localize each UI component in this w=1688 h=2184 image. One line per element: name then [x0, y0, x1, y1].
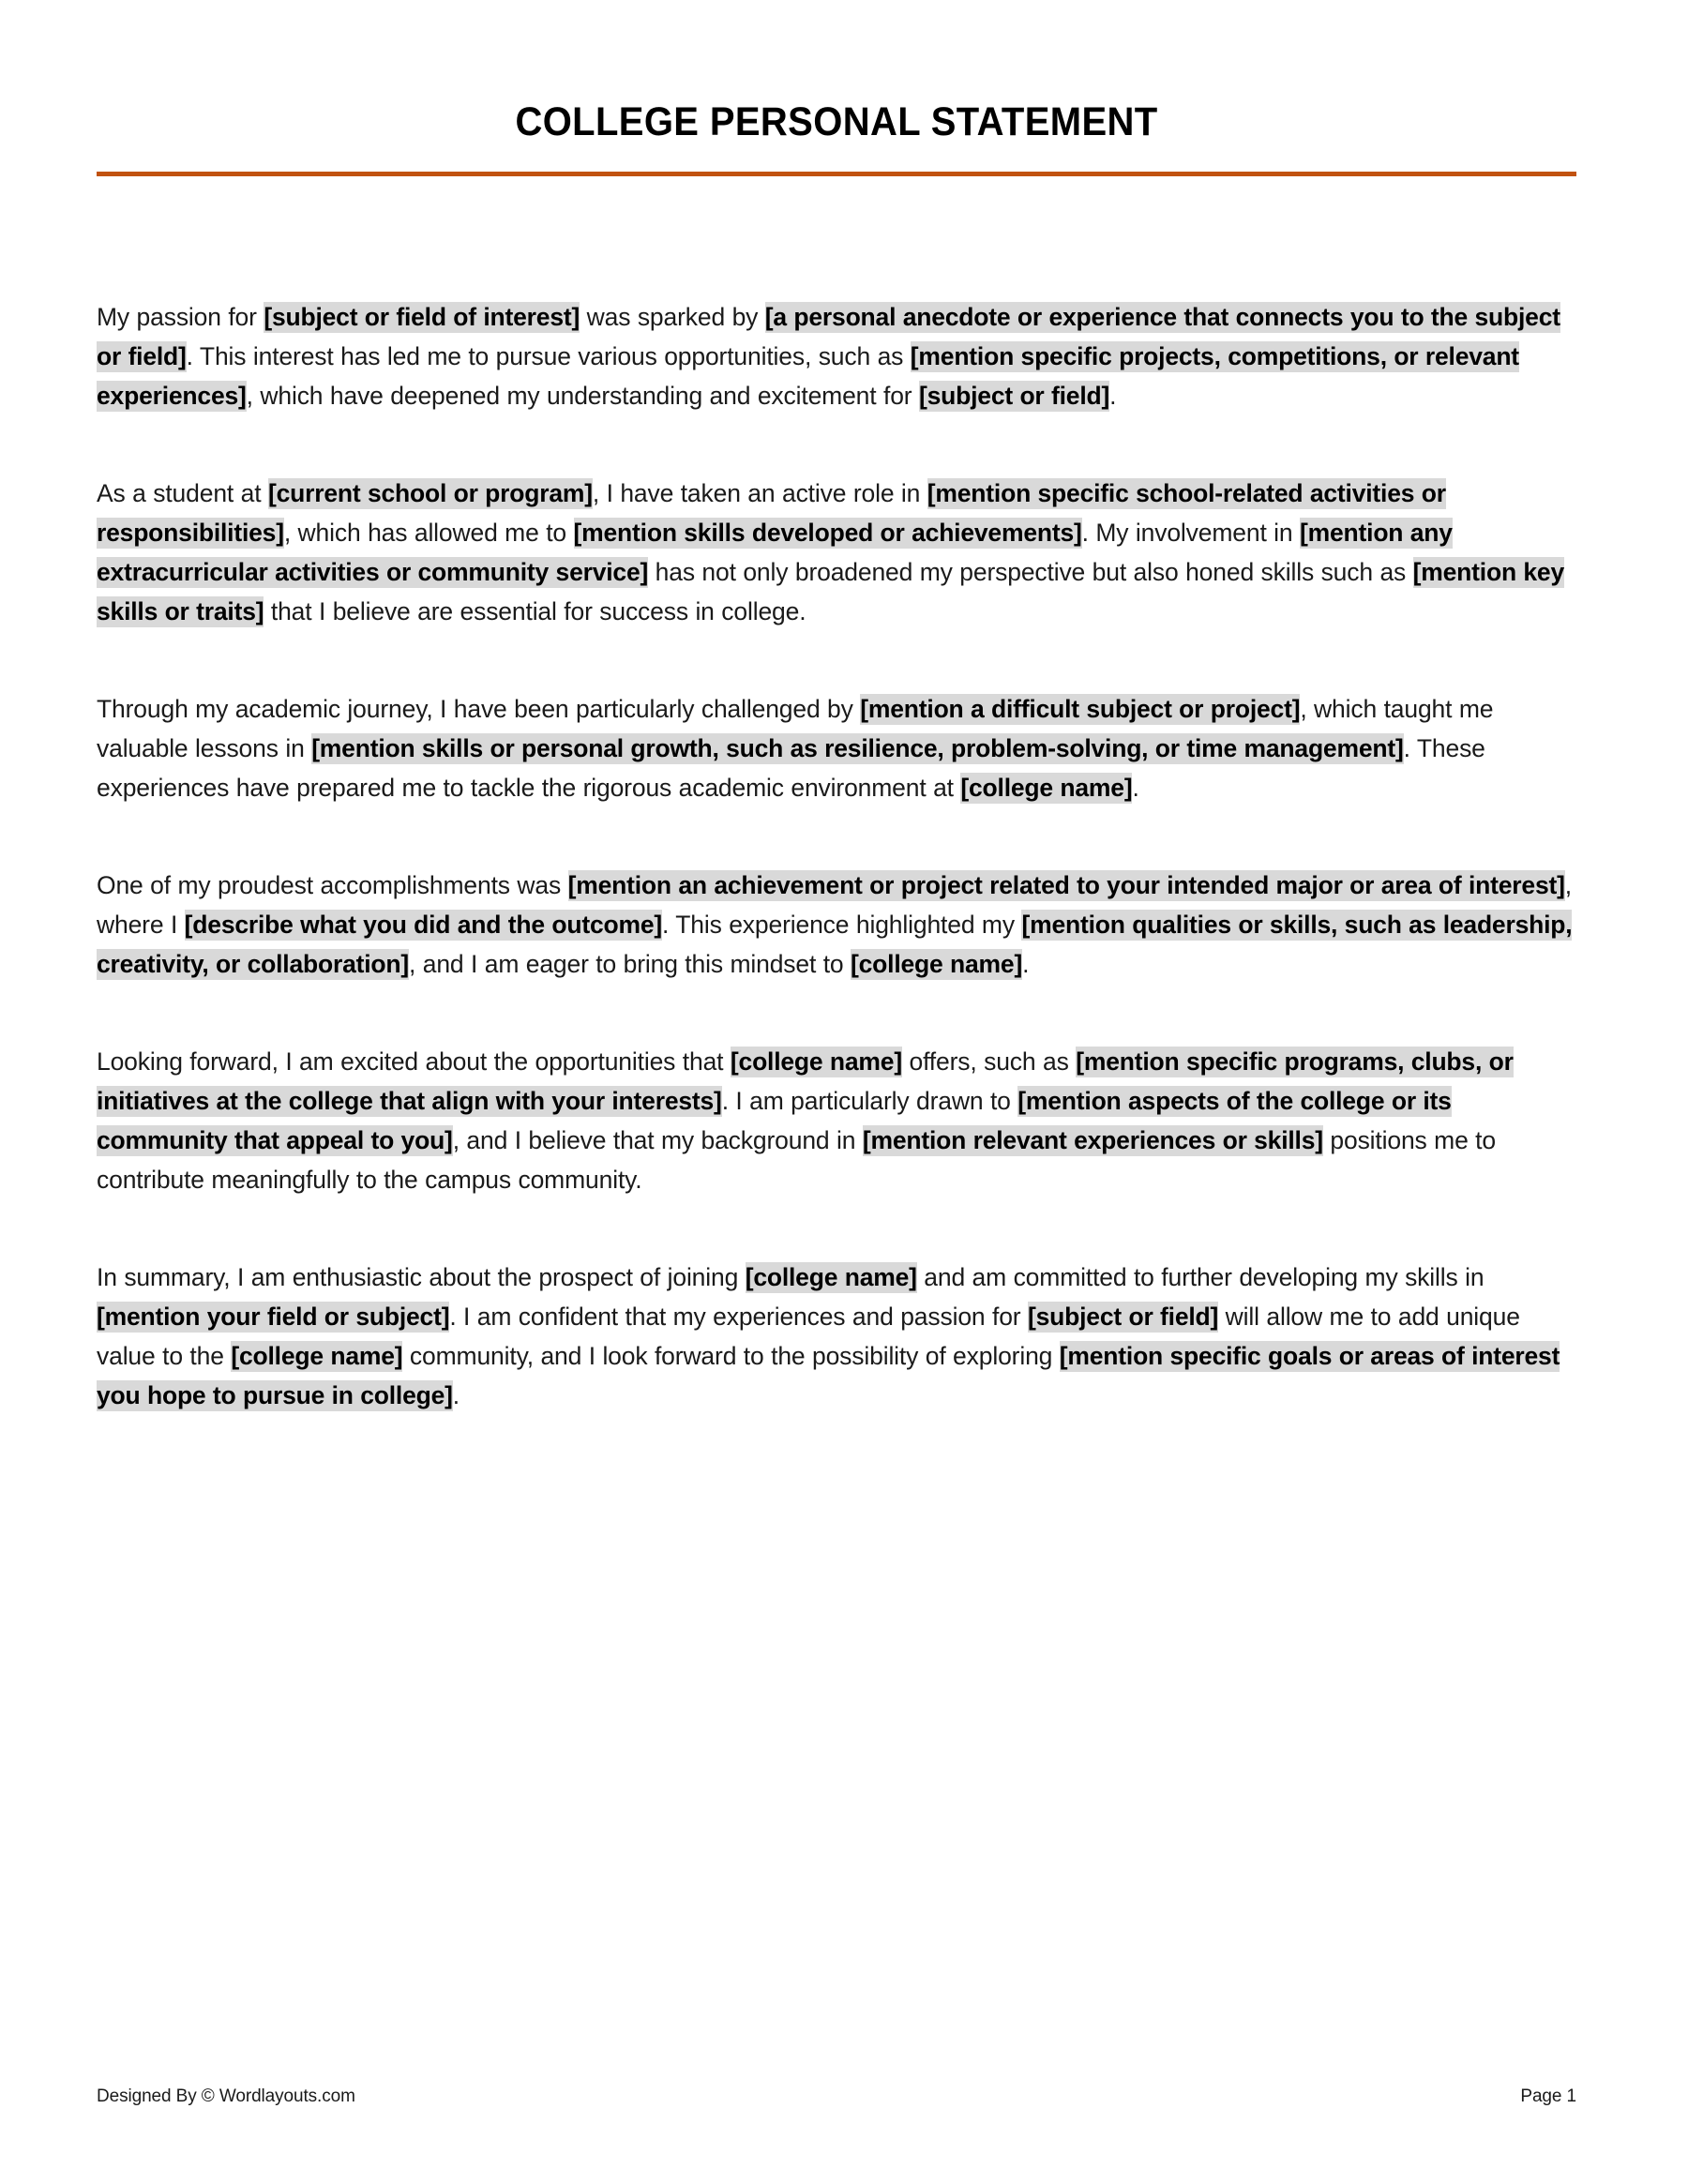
body-text-run: that I believe are essential for success in college. — [264, 597, 806, 625]
body-text-run: . — [1022, 950, 1030, 978]
placeholder-token[interactable]: [college name] — [745, 1263, 917, 1291]
placeholder-token[interactable]: [mention a difficult subject or project] — [860, 695, 1301, 723]
document-body — [97, 297, 1576, 1415]
document-footer — [97, 2086, 1576, 2107]
body-text-run: My passion for — [97, 303, 264, 331]
body-text-run: and am committed to further developing my skills in — [916, 1263, 1485, 1291]
body-text-run: In summary, I am enthusiastic about the prospect of joining — [97, 1263, 746, 1291]
placeholder-token[interactable]: [current school or program] — [267, 479, 593, 507]
placeholder-token[interactable]: [mention key skills or traits] — [97, 558, 1565, 625]
body-text-run: Through my academic journey, I have been particularly challenged by — [97, 695, 861, 723]
placeholder-token[interactable]: [college name] — [851, 950, 1023, 978]
body-text-run: was sparked by — [580, 303, 765, 331]
placeholder-token[interactable]: [mention your field or subject] — [97, 1303, 450, 1331]
body-text-run: . This interest has led me to pursue various opportunities, such as — [186, 342, 911, 370]
body-text-run: . These experiences have prepared me to tackle the rigorous academic environment at — [97, 734, 1485, 802]
placeholder-token[interactable]: [mention an achievement or project related to your intended major or area of interest] — [567, 871, 1565, 899]
title-divider-rule — [97, 172, 1576, 176]
placeholder-token[interactable]: [mention any extracurricular activities or community service] — [97, 519, 1453, 586]
body-text-run: offers, such as — [901, 1047, 1077, 1076]
placeholder-token[interactable]: [subject or field] — [1028, 1303, 1219, 1331]
placeholder-token[interactable]: [mention skills developed or achievements] — [573, 519, 1082, 547]
body-text-run: , where I — [97, 871, 1572, 939]
page-title: COLLEGE PERSONAL STATEMENT — [515, 99, 1158, 144]
paragraph-3 — [97, 689, 1576, 807]
placeholder-token[interactable]: [mention skills or personal growth, such as resilience, problem-solving, or time management] — [311, 734, 1404, 762]
body-text-run: . — [452, 1381, 460, 1409]
body-text-run: . — [1109, 382, 1117, 410]
body-text-run: , and I believe that my background in — [452, 1126, 863, 1154]
body-text-run: , which has allowed me to — [283, 519, 574, 547]
body-text-run: has not only broadened my perspective but also honed skills such as — [648, 558, 1413, 586]
body-text-run: . This experience highlighted my — [662, 911, 1022, 939]
body-text-run: Looking forward, I am excited about the opportunities that — [97, 1047, 731, 1076]
placeholder-token[interactable]: [mention specific goals or areas of interest you hope to pursue in college] — [97, 1342, 1560, 1409]
body-text-run: community, and I look forward to the possibility of exploring — [402, 1342, 1060, 1370]
paragraph-1 — [97, 297, 1576, 415]
body-text-run: , I have taken an active role in — [592, 479, 927, 507]
paragraph-6 — [97, 1258, 1576, 1415]
body-text-run: One of my proudest accomplishments was — [97, 871, 568, 899]
document-header — [97, 101, 1576, 176]
body-text-run: positions me to contribute meaningfully to the campus community. — [97, 1126, 1496, 1194]
body-text-run: . I am particularly drawn to — [721, 1087, 1018, 1115]
body-text-run: , which taught me valuable lessons in — [97, 695, 1494, 762]
paragraph-4 — [97, 866, 1576, 984]
placeholder-token[interactable]: [subject or field] — [918, 382, 1110, 410]
body-text-run: . My involvement in — [1081, 519, 1301, 547]
body-text-run: , which have deepened my understanding and excitement for — [246, 382, 919, 410]
placeholder-token[interactable]: [college name] — [960, 774, 1133, 802]
paragraph-5 — [97, 1042, 1576, 1199]
body-text-run: , and I am eager to bring this mindset to — [409, 950, 852, 978]
footer-credit: Designed By © Wordlayouts.com — [97, 2086, 355, 2106]
placeholder-token[interactable]: [college name] — [730, 1047, 902, 1076]
placeholder-token[interactable]: [describe what you did and the outcome] — [184, 911, 662, 939]
placeholder-token[interactable]: [mention qualities or skills, such as leadership, creativity, or collaboration] — [97, 911, 1573, 978]
placeholder-token[interactable]: [mention aspects of the college or its community that appeal to you] — [97, 1087, 1452, 1154]
placeholder-token[interactable]: [mention relevant experiences or skills] — [862, 1126, 1323, 1154]
body-text-run: . I am confident that my experiences and passion for — [449, 1303, 1028, 1331]
body-text-run: . — [1132, 774, 1139, 802]
placeholder-token[interactable]: [mention specific projects, competitions, or relevant experiences] — [97, 342, 1519, 410]
footer-page-number: Page 1 — [1520, 2086, 1576, 2106]
placeholder-token[interactable]: [college name] — [231, 1342, 403, 1370]
paragraph-2 — [97, 474, 1576, 631]
placeholder-token[interactable]: [mention specific programs, clubs, or initiatives at the college that align with your interests] — [97, 1047, 1514, 1115]
body-text-run: As a student at — [97, 479, 268, 507]
body-text-run: will allow me to add unique value to the — [97, 1303, 1520, 1370]
placeholder-token[interactable]: [a personal anecdote or experience that connects you to the subject or field] — [97, 303, 1560, 370]
placeholder-token[interactable]: [subject or field of interest] — [264, 303, 580, 331]
placeholder-token[interactable]: [mention specific school-related activities or responsibilities] — [97, 479, 1446, 547]
